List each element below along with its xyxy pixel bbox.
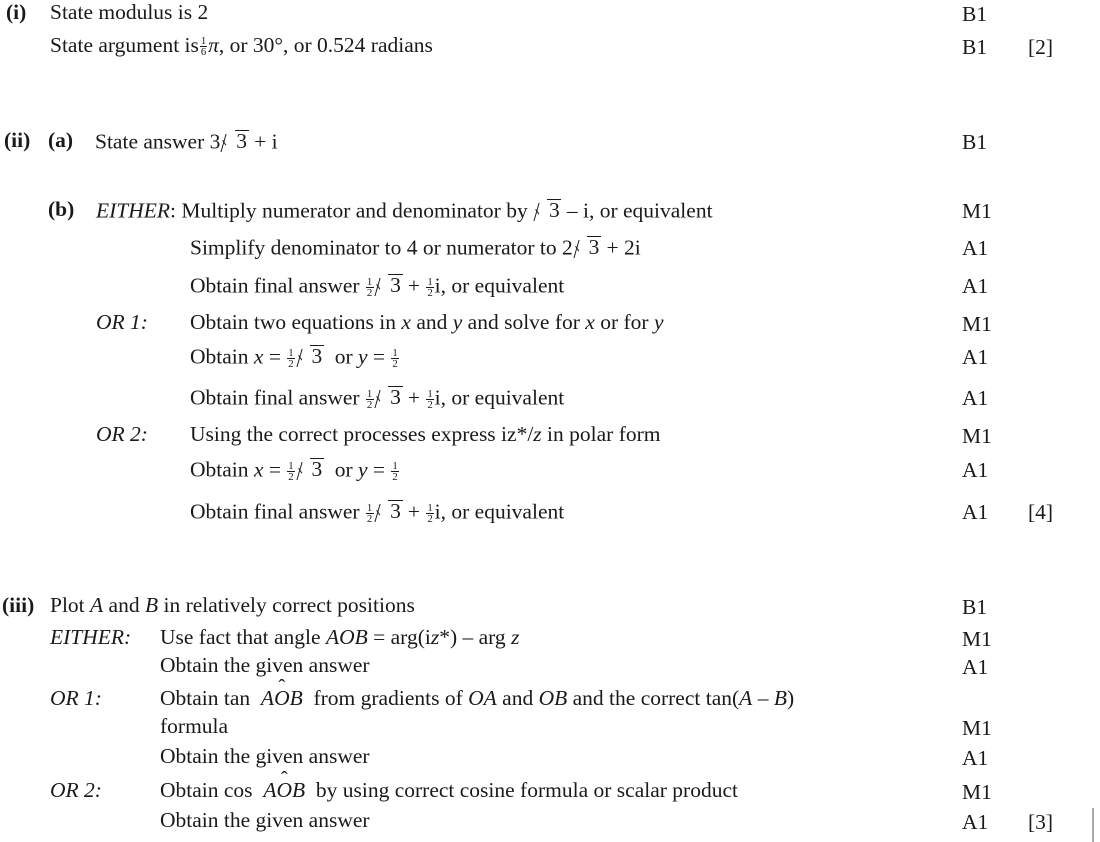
mark-value: M1 [962, 199, 992, 223]
conj-and: and [416, 310, 448, 334]
line-text-orfor: or for [600, 310, 649, 334]
fraction-one-half: $\frac{1}{2}$ [288, 459, 294, 483]
mark-value: A1 [962, 386, 989, 410]
line-text-pre: Use fact that angle [160, 625, 321, 649]
mark-value: B1 [962, 2, 988, 26]
line-text-post: in polar form [547, 422, 661, 446]
line-text: Obtain the given answer [160, 744, 370, 768]
var-B: B [773, 686, 787, 710]
line-text [50, 595, 415, 617]
angle-aob-hat: AO ˆB [261, 686, 303, 710]
line-text-star: *) – arg [439, 625, 506, 649]
sqrt-3: 3 [375, 500, 403, 523]
label-or-1: OR 1: [50, 686, 102, 710]
mark-value: A1 [962, 655, 989, 679]
var-z: z [533, 422, 542, 446]
line-text-pre: Obtain tan [160, 686, 251, 710]
line-text [190, 424, 661, 446]
mark-value: M1 [962, 312, 992, 336]
minus-sign: – [757, 686, 769, 710]
line-text-pre: Obtain [190, 457, 249, 482]
equals-sign: = [372, 344, 386, 369]
line-text [190, 236, 641, 259]
fraction-one-half: $\frac{1}{2}$ [427, 501, 433, 525]
sqrt-3: 3 [534, 199, 562, 222]
line-text [190, 458, 400, 483]
imaginary-unit: i [434, 499, 441, 524]
line-text [190, 345, 400, 370]
imaginary-unit: i [434, 273, 441, 298]
fraction-one-half: $\frac{1}{2}$ [427, 387, 433, 411]
var-x: x [253, 344, 264, 369]
mark-value: M1 [962, 424, 992, 448]
line-text [190, 386, 564, 411]
line-text-post: , or 30°, or 0.524 radians [218, 33, 433, 57]
mark-value: B1 [962, 595, 988, 619]
pi-symbol: π [208, 33, 219, 57]
circumflex-over-o: O ˆ [276, 780, 292, 802]
line-text-pre: State answer 3 [95, 129, 221, 154]
line-text [95, 130, 278, 153]
label-or-2: OR 2: [50, 778, 102, 802]
section-number-iii: (iii) [2, 593, 35, 617]
line-text-post: + i [254, 129, 278, 154]
segment-oa: OA [468, 686, 497, 710]
sqrt-3: 3 [221, 130, 249, 153]
equals-sign: = [372, 457, 386, 482]
line-text [50, 35, 433, 59]
angle-aob: AOB [325, 625, 368, 649]
mark-value: B1 [962, 35, 988, 59]
point-a: A [90, 593, 104, 617]
line-text-mid: from gradients of [313, 686, 463, 710]
mark-value: A1 [962, 746, 989, 770]
sqrt-3: 3 [375, 274, 403, 297]
var-y: y [357, 344, 368, 369]
line-text-post: , or equivalent [440, 273, 565, 298]
fraction-one-sixth: $\frac{1}{6}$ [200, 35, 207, 59]
mark-value: A1 [962, 500, 989, 524]
equals-sign: = [268, 457, 281, 482]
mark-value: M1 [962, 716, 992, 740]
line-text [160, 688, 794, 710]
label-either: EITHER: [50, 625, 132, 649]
var-x: x [253, 457, 264, 482]
line-text-pre: Obtain final answer [190, 499, 360, 524]
var-y: y [452, 310, 463, 334]
line-text-pre: Obtain [190, 344, 249, 369]
line-text-pre: Obtain cos [160, 778, 253, 802]
line-text [160, 780, 738, 802]
mark-value: M1 [962, 780, 992, 804]
mark-value: A1 [962, 810, 989, 834]
line-text-post: in relatively correct positions [163, 593, 415, 617]
var-x: x [401, 310, 411, 334]
scan-artifact-line [1092, 808, 1094, 842]
fraction-one-half: $\frac{1}{2}$ [392, 459, 398, 483]
label-or-1: OR 1: [96, 310, 148, 334]
fraction-one-half: $\frac{1}{2}$ [427, 275, 433, 299]
line-text-post: by using correct cosine formula or scalar product [315, 778, 738, 802]
fraction-one-half: $\frac{1}{2}$ [366, 387, 373, 411]
equals-sign: = [268, 344, 281, 369]
line-text-post: and the correct tan( [572, 686, 740, 710]
section-total: [2] [1028, 35, 1054, 59]
imaginary-unit: i [434, 385, 441, 410]
line-text-pre: Using the correct processes express iz*/ [190, 422, 534, 446]
mark-value: A1 [962, 236, 989, 260]
mark-value: A1 [962, 274, 989, 298]
circumflex-over-o: O ˆ [274, 688, 290, 710]
plus-sign: + [407, 385, 421, 410]
var-y: y [653, 310, 664, 334]
sqrt-3: 3 [296, 458, 324, 481]
line-text: Obtain the given answer [160, 808, 370, 832]
fraction-one-half: $\frac{1}{2}$ [366, 275, 373, 299]
line-text [96, 199, 713, 222]
mark-value: A1 [962, 458, 989, 482]
section-total: [3] [1028, 810, 1054, 834]
sqrt-3: 3 [296, 345, 324, 368]
line-text-pre: Simplify denominator to 4 or numerator to 2 [190, 235, 573, 260]
mark-value: B1 [962, 130, 988, 154]
sqrt-3: 3 [574, 236, 602, 259]
line-text-post: + 2i [606, 235, 641, 260]
line-text-post: , or equivalent [440, 499, 565, 524]
line-text-post: , or equivalent [440, 385, 565, 410]
line-text [160, 627, 519, 649]
line-text-post: , or equivalent [588, 198, 713, 223]
fraction-one-half: $\frac{1}{2}$ [288, 346, 294, 370]
mark-value: M1 [962, 627, 992, 651]
line-text: formula [160, 714, 229, 738]
fraction-one-half: $\frac{1}{2}$ [392, 346, 398, 370]
line-text-pre: Obtain final answer [190, 273, 360, 298]
var-A: A [739, 686, 753, 710]
label-either: EITHER [96, 198, 171, 223]
part-letter-a: (a) [48, 128, 74, 152]
close-paren: ) [786, 686, 795, 710]
conj-and: and [502, 686, 534, 710]
section-total: [4] [1028, 500, 1054, 524]
plus-sign: + [407, 273, 421, 298]
conj-and: and [108, 593, 140, 617]
or-word: or [334, 344, 353, 369]
line-text-pre: : Multiply numerator and denominator by [170, 198, 528, 223]
line-text-pre: State argument is [50, 33, 199, 57]
var-y: y [357, 457, 368, 482]
part-letter-b: (b) [48, 197, 75, 221]
mark-value: A1 [962, 345, 989, 369]
line-text [190, 274, 564, 299]
line-text-mid: = arg(i [373, 625, 431, 649]
line-text: State modulus is 2 [50, 0, 209, 24]
point-b: B [144, 593, 159, 617]
var-z: z [430, 625, 440, 649]
section-number-i: (i) [6, 0, 27, 24]
line-text [190, 500, 564, 525]
var-z: z [511, 625, 520, 649]
line-text-mid: – i [566, 198, 589, 223]
label-or-2: OR 2: [96, 422, 148, 446]
segment-ob: OB [538, 686, 568, 710]
section-number-ii: (ii) [4, 128, 31, 152]
line-text [190, 312, 663, 334]
plus-sign: + [407, 499, 421, 524]
line-text-pre: Obtain two equations in [190, 310, 397, 334]
line-text-pre: Plot [50, 593, 85, 617]
sqrt-3: 3 [375, 386, 403, 409]
line-text-pre: Obtain final answer [190, 385, 360, 410]
fraction-one-half: $\frac{1}{2}$ [366, 501, 373, 525]
line-text-mid: and solve for [467, 310, 580, 334]
var-x: x [585, 310, 595, 334]
line-text: Obtain the given answer [160, 653, 370, 677]
or-word: or [334, 457, 353, 482]
angle-aob-hat: AO ˆB [263, 778, 305, 802]
